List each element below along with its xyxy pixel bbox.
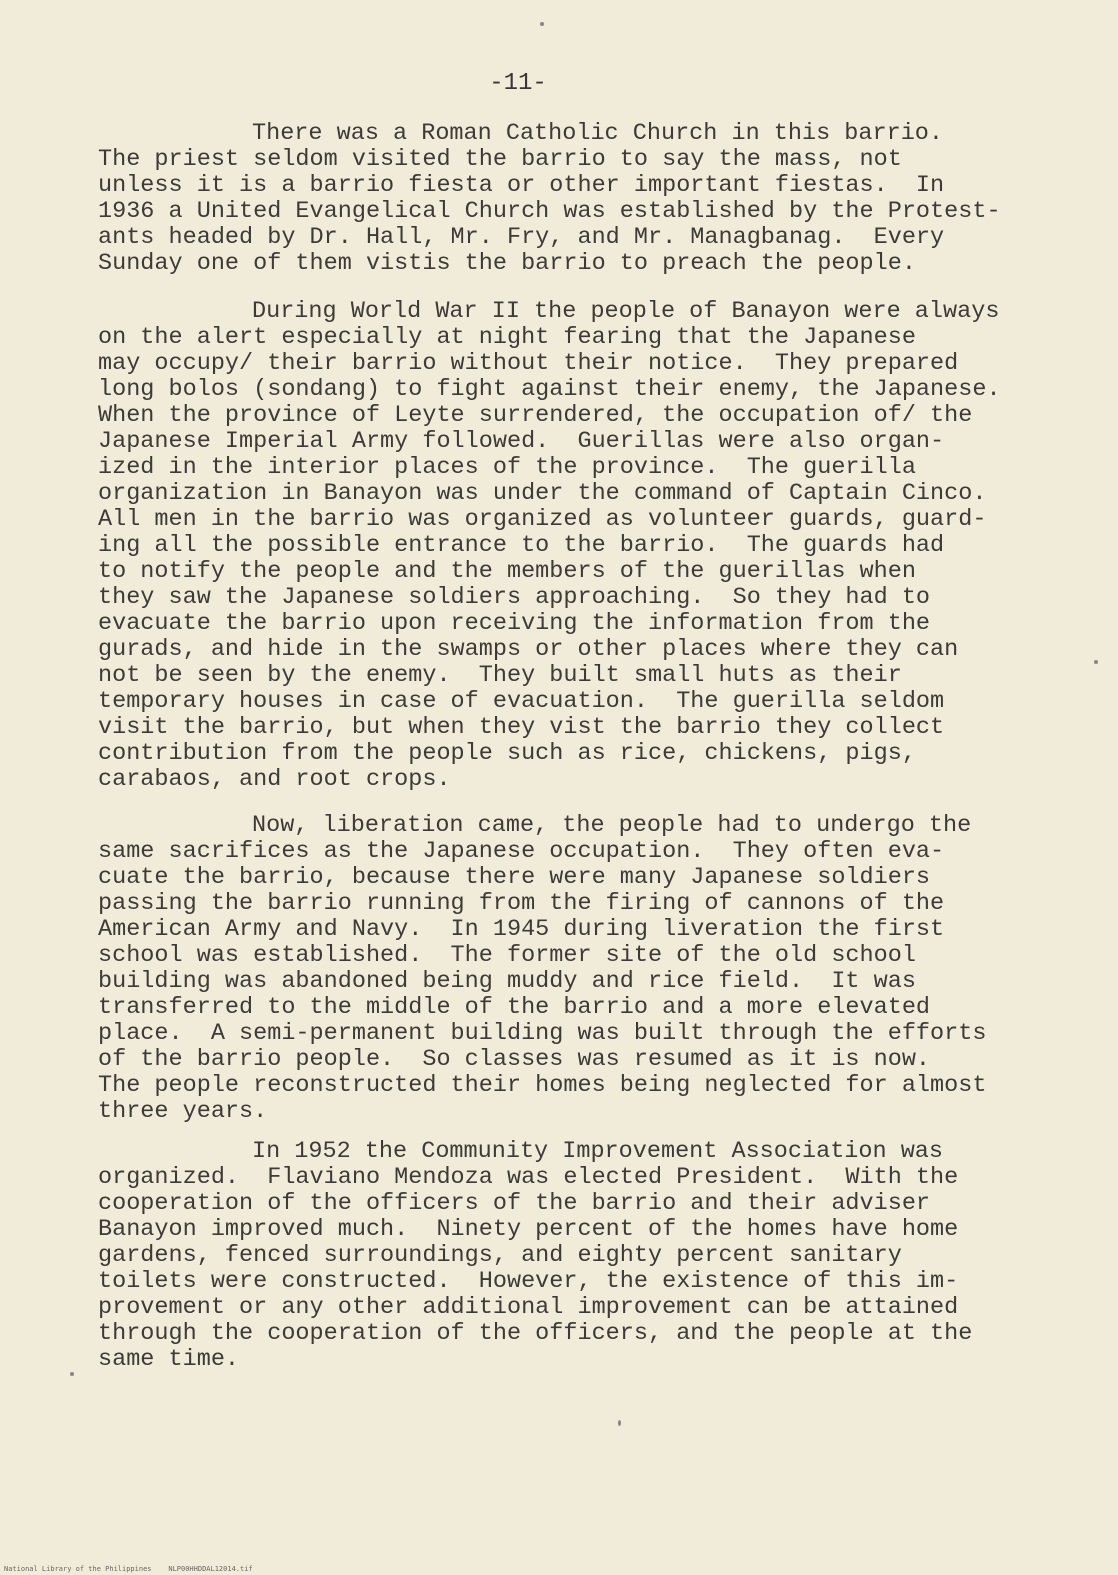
text-line: Sunday one of them vistis the barrio to preach the people. (98, 250, 916, 277)
text-line: gurads, and hide in the swamps or other places where they can (98, 636, 959, 663)
text-line: toilets were constructed. However, the existence of this im- (98, 1268, 959, 1295)
text-line: temporary houses in case of evacuation. The guerilla seldom (98, 688, 945, 715)
text-line: of the barrio people. So classes was resumed as it is now. (98, 1046, 931, 1073)
text-line: The priest seldom visited the barrio to say the mass, not (98, 146, 902, 173)
text-line: school was established. The former site of the old school (98, 942, 916, 969)
text-line: ized in the interior places of the province. The guerilla (98, 454, 916, 481)
text-line: on the alert especially at night fearing that the Japanese (98, 324, 916, 351)
paragraph-liberation (98, 813, 1088, 1125)
text-line: place. A semi-permanent building was built through the efforts (98, 1020, 987, 1047)
text-line: through the cooperation of the officers, and the people at the (98, 1320, 973, 1347)
paragraph-church (98, 121, 1088, 277)
paragraph-community-improvement (98, 1139, 1088, 1373)
text-line: provement or any other additional improvement can be attained (98, 1294, 959, 1321)
text-line: same time. (98, 1346, 240, 1373)
text-line: transferred to the middle of the barrio and a more elevated (98, 994, 931, 1021)
text-line: American Army and Navy. In 1945 during liveration the first (98, 916, 945, 943)
text-line: gardens, fenced surroundings, and eighty percent sanitary (98, 1242, 902, 1269)
text-line: Now, liberation came, the people had to undergo the (252, 812, 972, 839)
text-line: same sacrifices as the Japanese occupation. They often eva- (98, 838, 945, 865)
text-line: building was abandoned being muddy and rice field. It was (98, 968, 916, 995)
paper-speck (70, 1372, 74, 1376)
paper-speck (1094, 660, 1098, 664)
paper-speck (618, 1420, 621, 1426)
text-line: contribution from the people such as rice, chickens, pigs, (98, 740, 916, 767)
text-line: Japanese Imperial Army followed. Guerillas were also organ- (98, 428, 945, 455)
text-line: carabaos, and root crops. (98, 766, 451, 793)
text-line: organized. Flaviano Mendoza was elected President. With the (98, 1164, 959, 1191)
text-line: When the province of Leyte surrendered, the occupation of/ the (98, 402, 973, 429)
text-line: not be seen by the enemy. They built small huts as their (98, 662, 902, 689)
text-line: may occupy/ their barrio without their notice. They prepared (98, 350, 959, 377)
text-line: passing the barrio running from the firing of cannons of the (98, 890, 945, 917)
text-line: There was a Roman Catholic Church in this barrio. (252, 120, 944, 147)
page-number: -11- (489, 70, 547, 97)
text-line: to notify the people and the members of the guerillas when (98, 558, 916, 585)
text-line: ants headed by Dr. Hall, Mr. Fry, and Mr. Managbanag. Every (98, 224, 945, 251)
text-line: ing all the possible entrance to the barrio. The guards had (98, 532, 945, 559)
scan-footer: National Library of the Philippines NLP00HHDDAL12014.tif (4, 1565, 253, 1573)
text-line: The people reconstructed their homes being neglected for almost (98, 1072, 987, 1099)
text-line: In 1952 the Community Improvement Association was (252, 1138, 944, 1165)
text-line: 1936 a United Evangelical Church was established by the Protest- (98, 198, 1001, 225)
text-line: visit the barrio, but when they vist the barrio they collect (98, 714, 945, 741)
paper-speck (540, 22, 544, 26)
text-line: cooperation of the officers of the barrio and their adviser (98, 1190, 931, 1217)
text-line: organization in Banayon was under the command of Captain Cinco. (98, 480, 987, 507)
text-line: evacuate the barrio upon receiving the information from the (98, 610, 931, 637)
text-line: unless it is a barrio fiesta or other important fiestas. In (98, 172, 945, 199)
text-line: Banayon improved much. Ninety percent of the homes have home (98, 1216, 959, 1243)
text-line: they saw the Japanese soldiers approaching. So they had to (98, 584, 931, 611)
text-line: three years. (98, 1098, 268, 1125)
paragraph-world-war-ii (98, 299, 1088, 793)
text-line: All men in the barrio was organized as volunteer guards, guard- (98, 506, 987, 533)
text-line: cuate the barrio, because there were many Japanese soldiers (98, 864, 931, 891)
text-line: long bolos (sondang) to fight against their enemy, the Japanese. (98, 376, 1001, 403)
text-line: During World War II the people of Banayon were always (252, 298, 1000, 325)
